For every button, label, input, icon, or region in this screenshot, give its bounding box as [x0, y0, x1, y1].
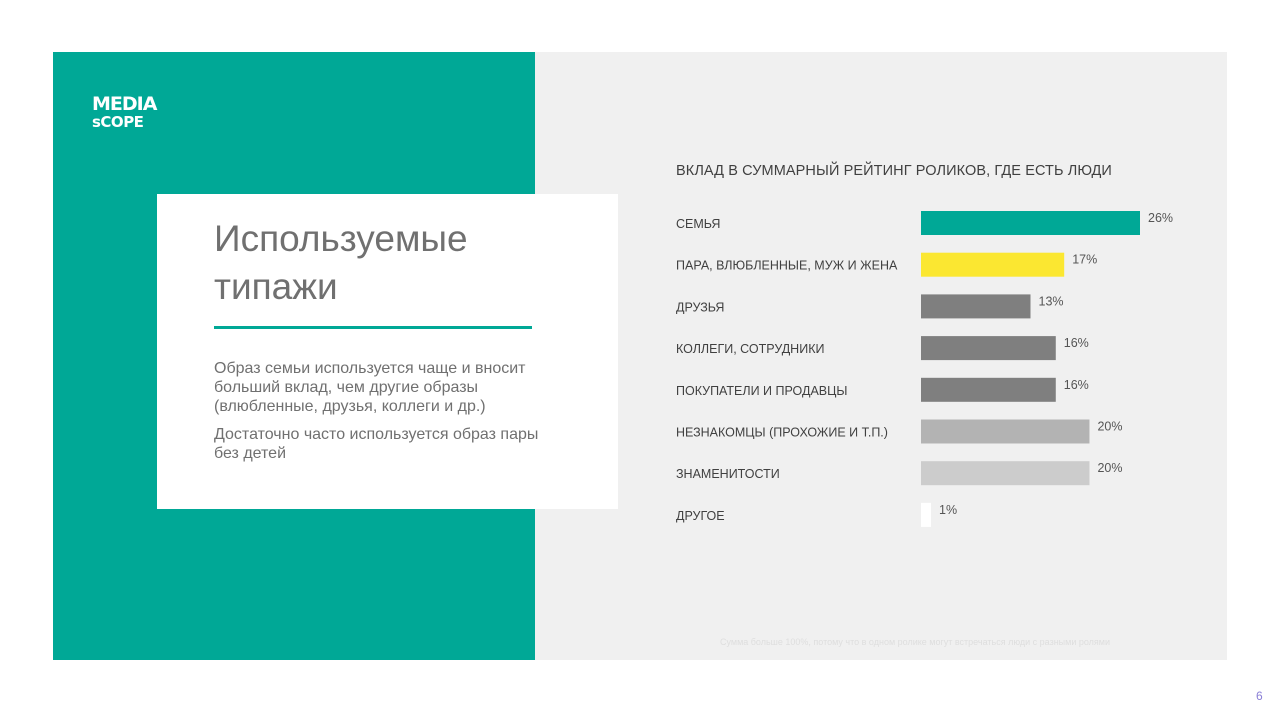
- value-label: 20%: [1097, 419, 1123, 434]
- value-label: 16%: [1063, 377, 1089, 392]
- bar: [921, 420, 1089, 444]
- bar: [921, 211, 1140, 235]
- category-label: КОЛЛЕГИ, СОТРУДНИКИ: [676, 342, 825, 357]
- description-paragraph-1: Образ семьи используется чаще и вносит больший вклад, чем другие образы (влюбленные, друзья, коллеги и др.): [214, 360, 526, 415]
- category-label: НЕЗНАКОМЦЫ (ПРОХОЖИЕ И Т.П.): [676, 425, 888, 440]
- value-label: 26%: [1148, 211, 1174, 225]
- category-label: ЗНАМЕНИТОСТИ: [676, 467, 780, 482]
- category-label: СЕМЬЯ: [676, 217, 721, 231]
- footnote: Сумма больше 100%, потому что в одном ролике могут встречаться люди с разными ролями: [720, 637, 1111, 647]
- value-label: 20%: [1097, 461, 1123, 476]
- bar: [921, 378, 1056, 402]
- logo-line-2: sCOPE: [92, 113, 144, 131]
- value-label: 16%: [1063, 336, 1089, 351]
- value-label: 13%: [1038, 294, 1064, 309]
- value-label: 17%: [1072, 252, 1098, 267]
- bar: [921, 336, 1056, 360]
- bar: [921, 461, 1089, 485]
- bar: [921, 253, 1064, 277]
- logo-line-1: MEDIA: [92, 93, 157, 115]
- category-label: ДРУЗЬЯ: [676, 300, 725, 315]
- bar: [921, 294, 1031, 318]
- category-label: ПАРА, ВЛЮБЛЕННЫЕ, МУЖ И ЖЕНА: [676, 258, 898, 273]
- category-label: ПОКУПАТЕЛИ И ПРОДАВЦЫ: [676, 383, 848, 398]
- chart-title: ВКЛАД В СУММАРНЫЙ РЕЙТИНГ РОЛИКОВ, ГДЕ ЕСТЬ ЛЮДИ: [676, 163, 1112, 179]
- page-title: Используемые типажи: [214, 218, 468, 307]
- bar: [921, 503, 931, 527]
- description-paragraph-2: Достаточно часто используется образ пары без детей: [214, 426, 539, 462]
- category-label: ДРУГОЕ: [676, 508, 725, 523]
- page-number: 6: [1256, 689, 1263, 703]
- value-label: 1%: [939, 502, 958, 517]
